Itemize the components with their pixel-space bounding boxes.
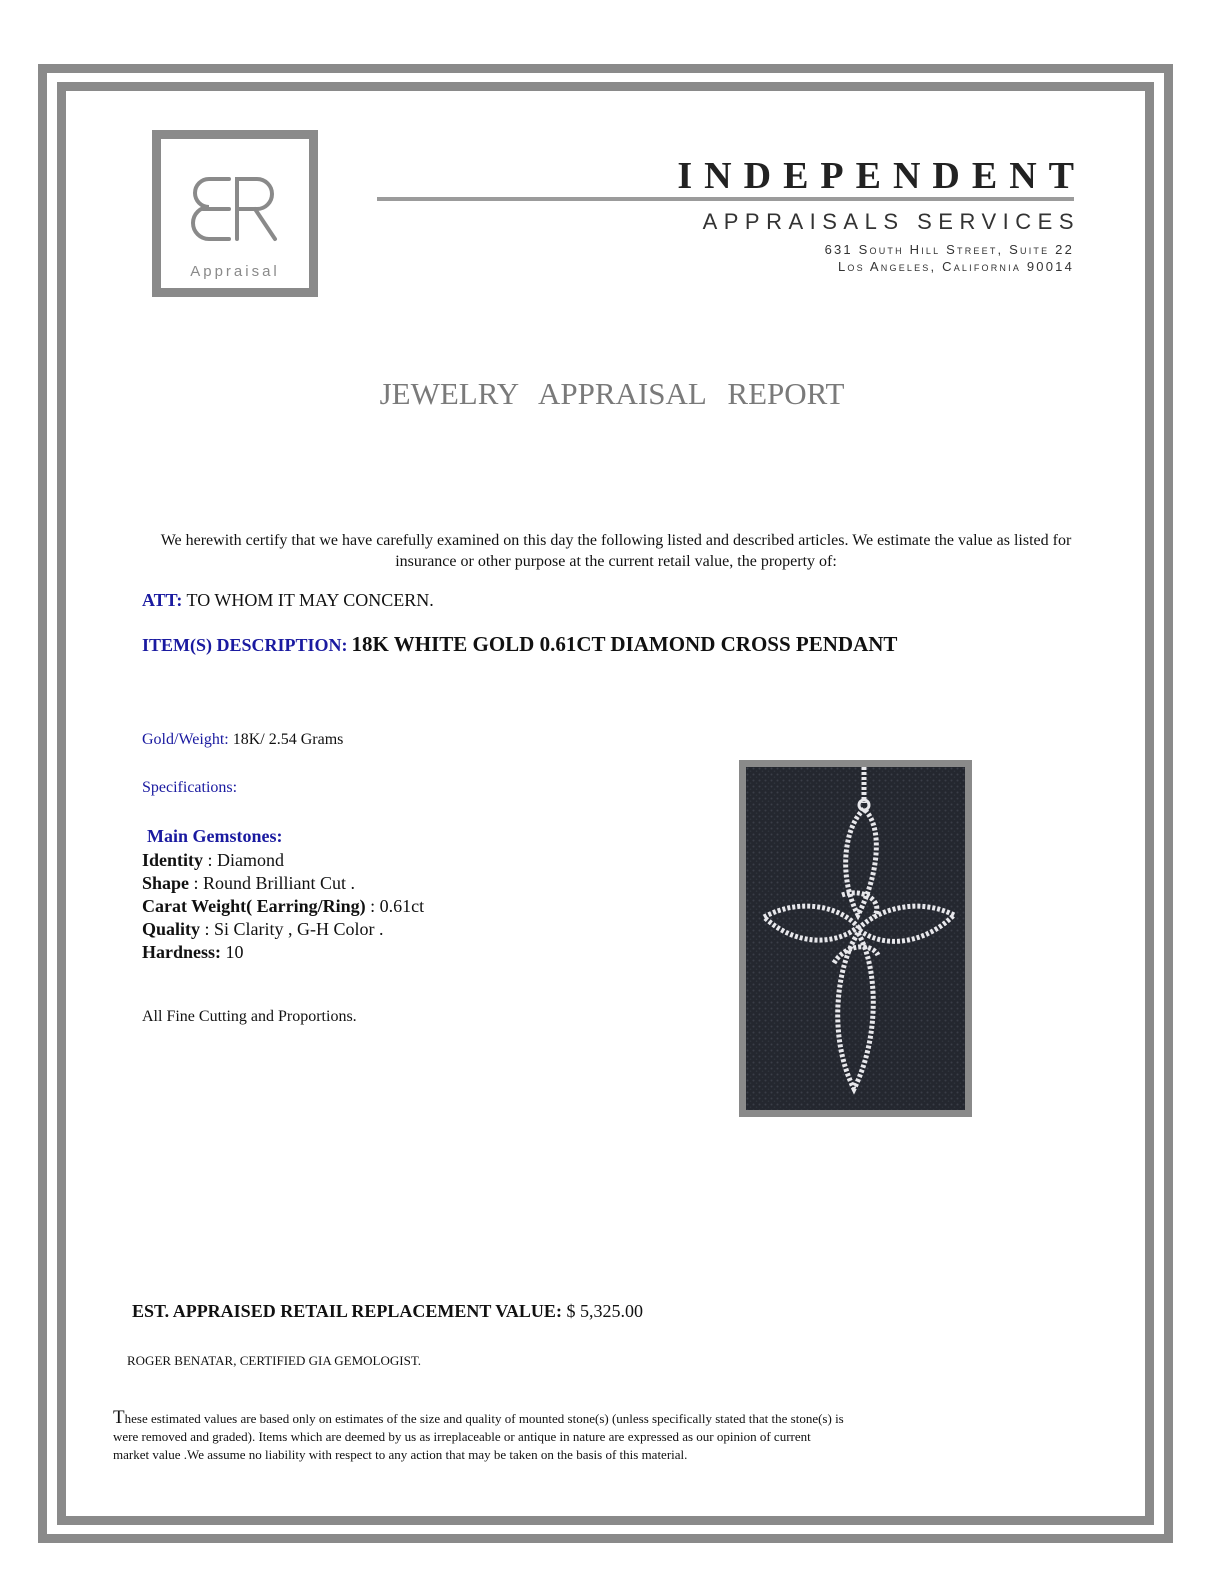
certification-intro: We herewith certify that we have carefully examined on this day the following listed and described articles. We estimate the value as listed for insurance or other purpose at the current retail value, the property of:: [160, 532, 1072, 570]
diamond-cross-pendant-photo: [746, 767, 965, 1110]
carat-weight-row: [142, 895, 424, 918]
shape-row: [142, 872, 424, 895]
brand-subtitle: APPRAISALS SERVICES: [702, 209, 1080, 234]
carat-weight-label: Carat Weight( Earring/Ring): [142, 896, 366, 916]
appraised-value-line: [132, 1301, 643, 1322]
gold-weight-label: Gold/Weight:: [142, 731, 229, 748]
pendant-photo: [739, 760, 972, 1117]
shape-label: Shape: [142, 873, 190, 893]
gemstone-spec-list: [142, 849, 424, 964]
hardness-value: 10: [225, 942, 244, 962]
report-title: JEWELRY APPRAISAL REPORT: [379, 376, 845, 411]
quality-row: [142, 918, 424, 941]
carat-weight-value: : 0.61ct: [370, 896, 425, 916]
shape-value: : Round Brilliant Cut .: [193, 873, 356, 893]
disclaimer-drop-letter: T: [113, 1407, 125, 1428]
gemologist-signature-line: ROGER BENATAR, CERTIFIED GIA GEMOLOGIST.: [127, 1353, 422, 1368]
hardness-label: Hardness:: [142, 942, 222, 962]
brand-divider: [377, 197, 1074, 201]
er-monogram-icon: [191, 173, 291, 245]
specifications-label: Specifications:: [142, 779, 238, 796]
item-description-value: 18K WHITE GOLD 0.61CT DIAMOND CROSS PENDANT: [351, 632, 898, 656]
appraised-value-amount: $ 5,325.00: [566, 1301, 643, 1321]
gold-weight-line: [142, 731, 343, 749]
hardness-row: [142, 941, 424, 964]
item-description-label: ITEM(S) DESCRIPTION:: [142, 635, 348, 655]
identity-row: [142, 849, 424, 872]
att-value: TO WHOM IT MAY CONCERN.: [186, 590, 434, 610]
logo-caption: Appraisal: [190, 263, 280, 280]
att-line: [142, 590, 434, 611]
appraised-value-label: EST. APPRAISED RETAIL REPLACEMENT VALUE:: [132, 1301, 562, 1321]
disclaimer-line-2: were removed and graded). Items which are deemed by us as irreplaceable or antique in nature are expressed as our opinion of current: [113, 1429, 811, 1444]
fine-cutting-note: All Fine Cutting and Proportions.: [142, 1008, 357, 1025]
disclaimer-line-3: market value .We assume no liability with respect to any action that may be taken on the basis of this material.: [113, 1447, 688, 1462]
gold-weight-value: 18K/ 2.54 Grams: [232, 731, 344, 748]
brand-name: INDEPENDENT: [677, 155, 1086, 197]
quality-value: : Si Clarity , G-H Color .: [204, 919, 384, 939]
main-gemstones-heading: Main Gemstones:: [147, 826, 283, 846]
address-line-2: Los Angeles, California 90014: [838, 259, 1074, 274]
er-appraisal-logo: [152, 130, 318, 297]
att-label: ATT:: [142, 590, 183, 610]
quality-label: Quality: [142, 919, 201, 939]
item-description-line: [142, 632, 897, 657]
disclaimer-line-1-text: hese estimated values are based only on estimates of the size and quality of mounted stone(s) (unless specifically stated that the stone(s) is: [124, 1411, 844, 1426]
address-line-1: 631 South Hill Street, Suite 22: [824, 242, 1074, 257]
disclaimer-line-1: [113, 1409, 1033, 1428]
identity-value: : Diamond: [207, 850, 285, 870]
identity-label: Identity: [142, 850, 204, 870]
disclaimer-text: [113, 1409, 1033, 1464]
